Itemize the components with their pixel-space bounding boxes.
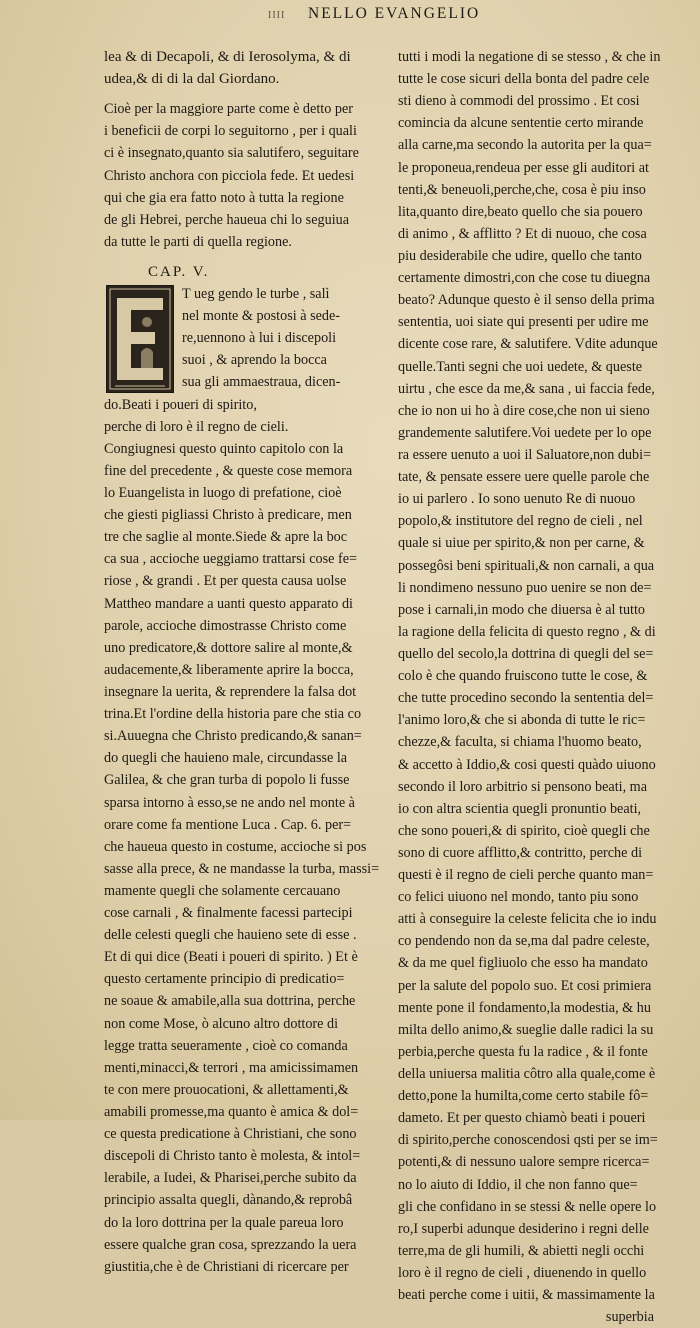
text-line: lerabile, a Iudei, & Pharisei,perche subito da: [104, 1170, 357, 1187]
text-line: te con mere prouocationi, & allettamenti,&: [104, 1081, 349, 1098]
text-line: beati perche come i uitii, & massimamente la: [398, 1287, 655, 1304]
text-line: discepoli di Christo tanto è molesta, & intol=: [104, 1148, 361, 1165]
catchword: superbia: [605, 1309, 654, 1326]
text-line: amabili promesse,ma quanto è amica & dol=: [104, 1104, 359, 1121]
text-line: per la salute del popolo suo. Et cosi primiera: [398, 977, 652, 994]
text-line: & da me quel figliuolo che esso ha mandato: [398, 955, 648, 972]
text-line: tutte le cose sicuri della bonta del padre cele: [398, 71, 650, 88]
text-line: io ui parlero . Io sono uenuto Re di nuouo: [398, 491, 636, 508]
text-line: ro,I superbi adunque desiderino i regni delle: [398, 1220, 649, 1237]
text-line: ra essere uenuto a uoi il Saluatore,non dubi=: [398, 446, 652, 463]
text-line: comincia da alcune sententie certo mirande: [398, 115, 644, 132]
text-line: co pendendo non da se,ma dal padre celeste,: [398, 933, 650, 950]
text-line: secondo il loro arbitrio si pensono beati, ma: [398, 778, 648, 795]
text-line: gli che confidano in se stessi & nelle opere lo: [398, 1198, 657, 1215]
text-line: tate, & pensate essere uere quelle parole che: [398, 469, 650, 486]
text-line: che giesti pigliassi Christo à predicare, men: [104, 507, 352, 524]
text-line: certamente dimostri,con che cose tu diuegna: [398, 270, 651, 287]
text-line: re,uennono à lui i discepoli: [182, 330, 337, 347]
text-line: Mattheo mandare a uanti questo apparato di: [104, 595, 353, 612]
chapter-heading: CAP. V.: [148, 263, 210, 280]
text-line: l'animo loro,& che si abonda di tutte le ric=: [398, 712, 646, 729]
text-line: li nondimeno nessuno puo uenire se non de=: [398, 579, 652, 596]
text-line: riose , & grandi . Et per questa causa uolse: [104, 573, 347, 590]
text-line: sono di cuore afflitto,& contritto, perche di: [398, 844, 643, 861]
text-line: milta dello animo,& sueglie dalle radici la su: [398, 1021, 654, 1038]
text-line: do la loro dottrina per la quale pareua loro: [104, 1214, 344, 1231]
text-line: ca sua , accioche ueggiamo trattarsi cose fe=: [104, 551, 358, 568]
text-line: beato? Adunque questo è il senso della prima: [398, 292, 655, 309]
text-line: audacemente,& liberamente aprire la bocca,: [104, 661, 354, 678]
text-line: di spirito,perche conoscendosi qsti per se im=: [398, 1132, 658, 1149]
right-column-lines: [398, 46, 674, 1306]
text-line: pose i carnali,in modo che diuersa è al tutto: [398, 601, 646, 618]
text-line: Christo anchora con picciola fede. Et uedesi: [104, 167, 355, 184]
text-line: co felici uiuono nel mondo, tanto piu sono: [398, 889, 639, 906]
text-line: la ragione della felicita di questo regno , & di: [398, 623, 656, 640]
text-line: sparsa intorno à esso,se ne ando nel monte à: [104, 794, 355, 811]
decorated-initial-e: [106, 285, 174, 393]
text-line: quale si uiue per spirito,& non per carne, &: [398, 535, 645, 552]
text-line: Congiugnesi questo quinto capitolo con la: [104, 440, 344, 457]
text-line: parole, accioche dimostrasse Christo come: [104, 617, 347, 634]
chapter-tail: perche di loro è il regno de cieli.: [104, 418, 289, 435]
text-line: popolo,& institutore del regno de cieli , nel: [398, 513, 643, 530]
text-line: suoi , & aprendo la bocca: [182, 352, 327, 369]
lead-lines: [104, 46, 386, 90]
text-line: loro è il regno de cieli , diuenendo in quello: [398, 1265, 647, 1282]
text-line: tenti,& beneuoli,perche,che, cosa è piu inso: [398, 181, 646, 198]
text-line: fine del precedente , & queste cose memora: [104, 462, 353, 479]
text-line: do.Beati i poueri di spirito,: [104, 396, 257, 413]
text-line: Galilea, & che gran turba di popolo li fusse: [104, 772, 350, 789]
text-line: orare come fa mentione Luca . Cap. 6. per=: [104, 816, 352, 833]
text-line: dameto. Et per questo chiamò beati i poueri: [398, 1110, 646, 1127]
text-line: quello del secolo,la dottrina di quegli del se=: [398, 645, 654, 662]
text-line: atti à conseguire la celeste felicita che io indu: [398, 911, 657, 928]
text-line: legge tratta seueramente , cioè co comanda: [104, 1037, 348, 1054]
text-line: detto,pone la humilta,come certo stabile fô=: [398, 1088, 649, 1105]
text-line: si.Auuegna che Christo predicando,& sanan=: [104, 728, 362, 745]
text-line: che io non ui ho à dire cose,che non ui sieno: [398, 402, 650, 419]
text-line: ci è insegnato,quanto sia salutifero, seguitare: [104, 145, 359, 162]
text-line: insegnare la uerita, & reprendere la falsa dot: [104, 683, 357, 700]
text-line: giustitia,che è de Christiani di ricercare per: [104, 1258, 349, 1275]
text-line: uirtu , che esce da me,& sana , ui faccia fede,: [398, 380, 655, 397]
text-line: Et di qui dice (Beati i poueri di spirito. ) Et è: [104, 949, 358, 966]
text-line: uno predicatore,& dottore salire al monte,&: [104, 639, 353, 656]
text-line: cose carnali , & finalmente facessi partecipi: [104, 905, 353, 922]
text-line: Cioè per la maggiore parte come è detto per: [104, 101, 353, 118]
text-line: tutti i modi la negatione di se stesso , & che in: [398, 49, 661, 65]
text-line: chezze,& faculta, si chiama l'huomo beato,: [398, 734, 642, 751]
text-line: principio assalta quegli, dànando,& reprobâ: [104, 1192, 353, 1209]
text-line: che sono poueri,& di spirito, cioè quegli che: [398, 822, 650, 839]
paragraph-2: [104, 438, 386, 1278]
text-line: ne soaue & amabile,alla sua dottrina, perche: [104, 993, 356, 1010]
text-line: piu desiderabile che udire, quello che tanto: [398, 247, 642, 264]
text-line: possegôsi beni spirituali,& non carnali, a qua: [398, 557, 655, 574]
text-line: potenti,& di nessuno ualore sempre ricerca=: [398, 1154, 650, 1171]
chapter-opening: [104, 283, 386, 438]
text-line: tre che saglie al monte.Siede & apre la boc: [104, 529, 348, 546]
text-line: mente pone il fondamento,la modestia, & hu: [398, 999, 651, 1016]
text-line: questo certamente principio di predicatio=: [104, 971, 345, 988]
text-line: grandemente salutifere.Voi uedete per lo ope: [398, 424, 652, 441]
text-line: qui che gia era fatto noto à tutta la regione: [104, 189, 344, 206]
text-line: ce questa predicatione à Christiani, che sono: [104, 1126, 357, 1143]
text-line: no lo aiuto di Iddio, il che non fanno que=: [398, 1176, 638, 1193]
text-line: le proponeua,rendeua per esse gli auditori at: [398, 159, 649, 176]
text-line: T ueg gendo le turbe , salì: [182, 285, 330, 302]
text-line: nel monte & postosi à sede-: [182, 308, 341, 325]
text-line: sententia, uoi siate qui presenti per udire me: [398, 314, 649, 331]
text-line: lita,quanto dire,beato quello che sia pouero: [398, 203, 643, 220]
text-line: sua gli ammaestraua, dicen-: [182, 374, 341, 391]
text-line: de gli Hebrei, perche haueua chi lo seguiua: [104, 211, 350, 228]
text-line: lo Euangelista in luogo di prefatione, cioè: [104, 484, 342, 501]
text-line: della uniuersa malitia côtro alla quale,come è: [398, 1066, 656, 1083]
text-line: di animo , & afflitto ? Et di nuouo, che cosa: [398, 225, 647, 242]
text-line: trina.Et l'ordine della historia pare che stia co: [104, 706, 362, 723]
text-line: menti,minacci,& terrori , ma amicissimamen: [104, 1059, 359, 1076]
text-line: lea & di Decapoli, & di Ierosolyma, & di: [104, 49, 351, 65]
text-line: alla carne,ma secondo la autorita per la qua=: [398, 137, 652, 154]
text-line: essere qualche gran cosa, sprezzando la uera: [104, 1236, 357, 1253]
text-line: che tutte procedino secondo la sententia del=: [398, 690, 654, 707]
running-head: NELLO EVANGELIO: [308, 5, 481, 22]
text-line: da tutte le parti di quella regione.: [104, 233, 292, 250]
paragraph-1: [104, 98, 386, 253]
text-line: dicente cose rare, & salutifere. Vdite adunque: [398, 336, 658, 353]
text-line: questi è il regno de cieli perche quanto man=: [398, 867, 654, 884]
text-line: perbia,perche questa fu la radice , & il fonte: [398, 1043, 648, 1060]
text-line: i beneficii de corpi lo seguitorno , per i quali: [104, 123, 357, 140]
text-line: non come Mose, ò alcuno altro dottore di: [104, 1015, 339, 1032]
text-line: & accetto à Iddio,& cosi questi quàdo uiuono: [398, 756, 656, 773]
text-line: terre,ma de gli humili, & abietti negli occhi: [398, 1242, 645, 1259]
left-column: [104, 46, 386, 1278]
text-line: sasse alla prece, & ne mandasse la turba, massi=: [104, 860, 380, 877]
text-line: do quegli che hauieno male, circundasse la: [104, 750, 348, 767]
text-line: sti dieno à commodi del prossimo . Et cosi: [398, 93, 640, 110]
text-line: delle celesti quegli che hauieno sete di esse .: [104, 927, 357, 944]
text-line: mamente quegli che solamente cercauano: [104, 882, 341, 899]
folio-number: IIII: [268, 10, 286, 21]
text-line: io con altra scientia quegli pronuntio beati,: [398, 800, 642, 817]
text-line: udea,& di di la dal Giordano.: [104, 71, 280, 88]
text-line: quelle.Tanti segni che uoi uedete, & queste: [398, 358, 643, 375]
right-column: [398, 46, 674, 1328]
text-line: che haueua questo in costume, accioche si pos: [104, 838, 367, 855]
woodcut-initial-icon: [107, 286, 173, 392]
text-line: colo è che quando fruiscono tutte le cose, &: [398, 668, 648, 685]
